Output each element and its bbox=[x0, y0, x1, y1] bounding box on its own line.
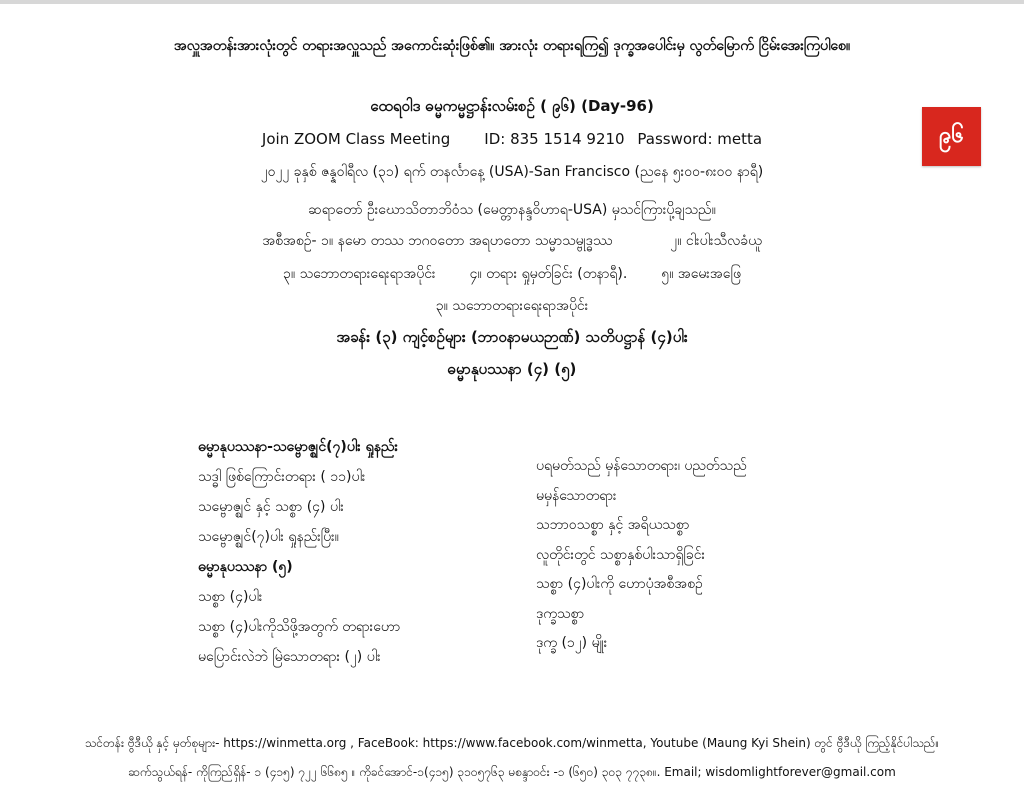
session-date: ၂၀၂၂ ခုနှစ် ဇန္နဝါရီလ (၃၁) ရက် တနင်္လာနေ့ (USA)-San Francisco (ညနေ ၅း၀၀-၈း၀၀ နာရီ) bbox=[260, 164, 764, 180]
lesson-subtitle: ဓမ္မာနုပဿနာ (၄) (၅) bbox=[447, 360, 577, 378]
list-item: သစ္စာ (၄)ပါးကိုသိဖို့အတွက် တရားဟော bbox=[198, 619, 401, 635]
zoom-join-text: Join ZOOM Class Meeting bbox=[261, 130, 451, 148]
schedule-line-1 bbox=[0, 231, 1024, 252]
footer-contacts: ဆက်သွယ်ရန်- ကိုကြည်ရှိန်- ၁ (၄၁၅) ၇၂၂ ၆၆၈၅ ။ ကိုခင်အောင်-၁(၄၁၅) ၃၁၀၅၇၆၃ မစန္ဒာဝင်း -၁ (၆၅၀) ၃၀၃ ၇၇၃၈။. Email; wisdomlightforever@gmail.com bbox=[128, 765, 896, 779]
zoom-meeting-id: ID: 835 1514 9210 bbox=[484, 130, 625, 148]
schedule-item-2: ၂။ ငါးပါးသီလခံယူ bbox=[670, 233, 762, 249]
schedule-item-1: အစီအစဉ်- ၁။ နမော တဿ ဘဂဝတော အရဟတော သမ္မာသမ္ဗုဒ္ဓဿ bbox=[262, 233, 613, 249]
day-number-badge: ၉၆ bbox=[922, 107, 981, 166]
list-item: သဘာဝသစ္စာ နှင့် အရိယသစ္စာ bbox=[536, 517, 690, 533]
list-item: ပရမတ်သည် မှန်သောတရား၊ ပညတ်သည် bbox=[536, 458, 747, 474]
list-item: ဒုက္ခ (၁၂) မျိုး bbox=[536, 635, 608, 651]
list-item: ဒုက္ခသစ္စာ bbox=[536, 605, 585, 622]
schedule-item-5: ၅။ အမေးအဖြေ bbox=[661, 266, 741, 282]
list-item: ဓမ္မာနုပဿနာ (၅) bbox=[198, 559, 293, 575]
schedule-item-3: ၃။ သဘောတရားရေးရာအပိုင်း bbox=[283, 266, 436, 282]
teacher-line: ဆရာတော် ဦးဃောသိတာဘိဝံသ (မေတ္တာနန္ဒဝိဟာရ-USA) မှသင်ကြားပို့ချသည်။ bbox=[308, 202, 716, 218]
list-item: သစ္စာ (၄)ပါး bbox=[198, 589, 263, 605]
document-title: ထေရဝါဒ ဓမ္မကမ္မဋ္ဌာန်းလမ်းစဉ် ( ၉၆) (Day-96) bbox=[370, 97, 654, 115]
schedule-item-4: ၄။ တရား ရှုမှတ်ခြင်း (တနာရီ). bbox=[469, 266, 628, 282]
list-item: သစ္စာ (၄)ပါးကို ဟောပုံအစီအစဉ် bbox=[536, 576, 703, 592]
list-item: လူတိုင်းတွင် သစ္စာနှစ်ပါးသာရှိခြင်း bbox=[536, 546, 706, 563]
zoom-meeting-info bbox=[0, 130, 1024, 148]
left-topic-list bbox=[198, 432, 400, 672]
schedule-line-2 bbox=[0, 264, 1024, 285]
zoom-password: Password: metta bbox=[637, 130, 763, 148]
list-item: သမ္ဗောဇ္ဈင် နှင့် သစ္စာ (၄) ပါး bbox=[198, 499, 344, 515]
list-item: မမှန်သောတရား bbox=[536, 487, 617, 504]
motto-text: အလှူအတန်းအားလုံးတွင် တရားအလှူသည် အကောင်းဆုံးဖြစ်၏။ အားလုံး တရားရကြ၍ ဒုက္ခအပေါင်းမှ လွတ်မြောက် ငြိမ်းအေးကြပါစေ။ bbox=[173, 38, 851, 54]
list-item: ဓမ္မာနုပဿနာ-သမ္ဗောဇ္ဈင်(၇)ပါး ရှုနည်း bbox=[198, 439, 399, 455]
list-item: သမ္ဗောဇ္ဈင်(၇)ပါး ရှုနည်းပြီး။ bbox=[198, 529, 339, 545]
list-item: သဒ္ဓါ ဖြစ်ကြောင်းတရား ( ၁၁)ပါး bbox=[198, 469, 366, 485]
right-topic-list bbox=[536, 452, 747, 659]
footer-links: သင်တန်း ဗွီဒီယို နှင့် မှတ်စုများ- https://winmetta.org , FaceBook: https://www.facebook.com/winmetta, Youtube (Maung Kyi Shein) တွင် ဗွီဒီယို ကြည့်နိုင်ပါသည်။ bbox=[84, 736, 940, 750]
chapter-heading: အခန်း (၃) ကျင့်စဉ်များ (ဘာဝနာမယဉာဏ်) သတိပဋ္ဌာန် (၄)ပါး bbox=[336, 328, 688, 346]
list-item: မပြောင်းလဲဘဲ မြဲသောတရား (၂) ပါး bbox=[198, 649, 381, 665]
top-border bbox=[0, 0, 1024, 4]
current-section: ၃။ သဘောတရားရေးရာအပိုင်း bbox=[435, 298, 589, 314]
